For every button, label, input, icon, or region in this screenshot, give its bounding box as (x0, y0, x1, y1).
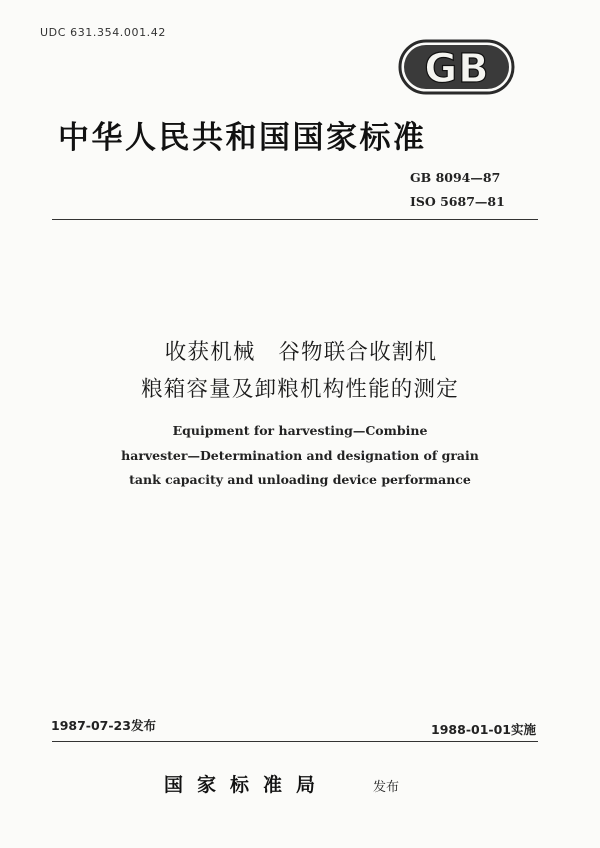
svg-text:GB: GB (424, 46, 490, 92)
chinese-title (0, 334, 600, 408)
english-title-line2: harvester—Determination and designation of grain (121, 447, 479, 463)
gb-standard-number: GB 8094—87 (410, 170, 501, 185)
chinese-title-line2: 粮箱容量及卸粮机构性能的测定 (141, 377, 459, 402)
chinese-title-line1: 收获机械 谷物联合收割机 (164, 340, 438, 365)
top-rule (52, 219, 538, 220)
english-title-line1: Equipment for harvesting—Combine (172, 423, 428, 438)
standard-numbers (410, 166, 505, 214)
publisher-name: 国家标准局 (164, 774, 330, 796)
udc-code: UDC 631.354.001.42 (40, 26, 166, 39)
iso-standard-number: ISO 5687—81 (410, 194, 505, 209)
issue-date: 1987-07-23发布 (51, 718, 156, 733)
bottom-rule (52, 741, 538, 742)
publish-label: 发布 (373, 780, 400, 795)
english-title (0, 419, 600, 493)
implementation-date: 1988-01-01实施 (431, 722, 536, 737)
english-title-line3: tank capacity and unloading device performance (129, 472, 471, 487)
national-standard-title: 中华人民共和国国家标准 (58, 120, 427, 156)
gb-logo-icon (398, 38, 516, 96)
